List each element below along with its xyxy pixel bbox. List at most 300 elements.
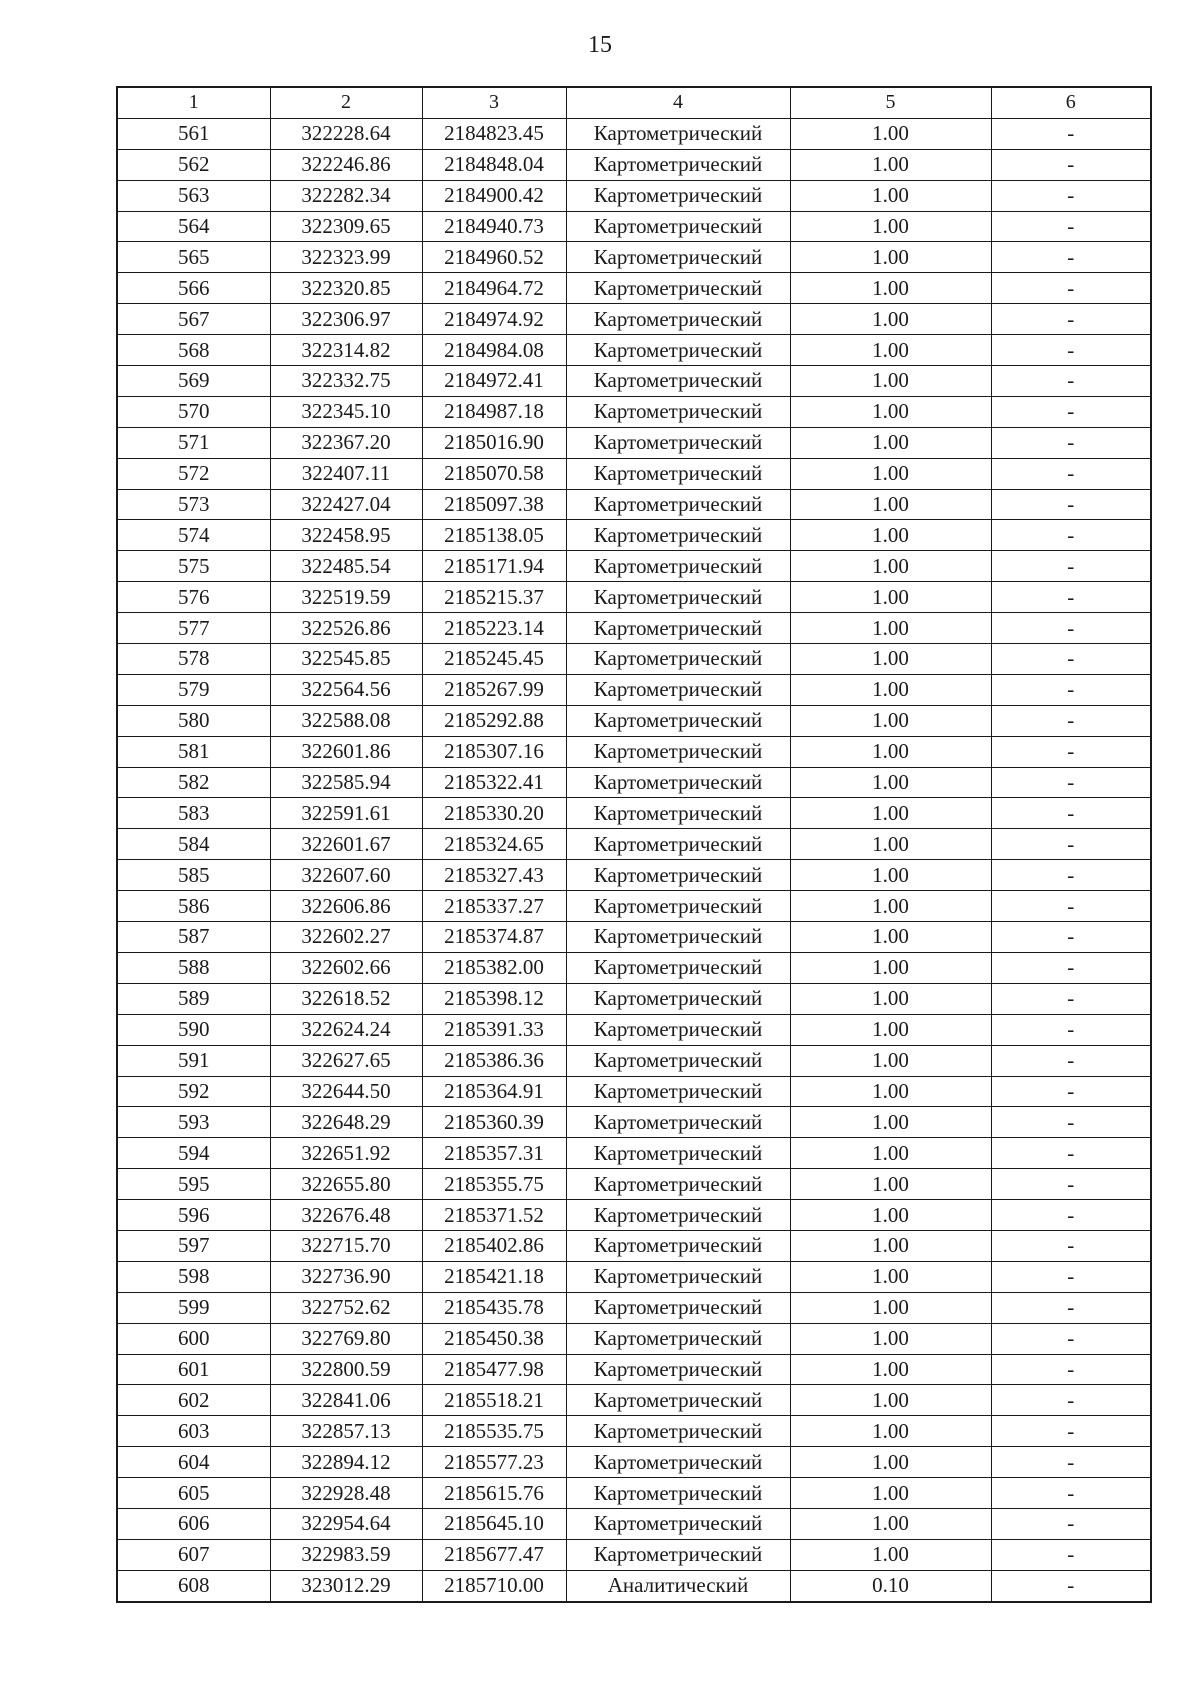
cell-accuracy: 1.00 [790, 1014, 991, 1045]
cell-method: Картометрический [566, 1261, 790, 1292]
cell-x-coordinate: 322894.12 [270, 1447, 422, 1478]
cell-accuracy: 1.00 [790, 644, 991, 675]
cell-y-coordinate: 2185374.87 [422, 922, 566, 953]
cell-method: Картометрический [566, 674, 790, 705]
cell-point-number: 608 [117, 1570, 270, 1601]
cell-x-coordinate: 322601.67 [270, 829, 422, 860]
cell-note: - [991, 1169, 1151, 1200]
cell-method: Картометрический [566, 211, 790, 242]
cell-y-coordinate: 2185577.23 [422, 1447, 566, 1478]
cell-accuracy: 1.00 [790, 1076, 991, 1107]
cell-x-coordinate: 322526.86 [270, 613, 422, 644]
cell-y-coordinate: 2185391.33 [422, 1014, 566, 1045]
table-row [117, 1138, 1151, 1169]
cell-x-coordinate: 322320.85 [270, 273, 422, 304]
cell-x-coordinate: 322644.50 [270, 1076, 422, 1107]
column-header-point-number: 1 [117, 87, 270, 118]
cell-accuracy: 0.10 [790, 1570, 991, 1601]
cell-point-number: 573 [117, 489, 270, 520]
cell-point-number: 604 [117, 1447, 270, 1478]
cell-note: - [991, 1261, 1151, 1292]
cell-accuracy: 1.00 [790, 335, 991, 366]
cell-note: - [991, 767, 1151, 798]
cell-point-number: 578 [117, 644, 270, 675]
cell-note: - [991, 304, 1151, 335]
cell-x-coordinate: 322928.48 [270, 1478, 422, 1509]
cell-x-coordinate: 322606.86 [270, 891, 422, 922]
cell-x-coordinate: 322857.13 [270, 1416, 422, 1447]
cell-y-coordinate: 2185223.14 [422, 613, 566, 644]
cell-accuracy: 1.00 [790, 922, 991, 953]
cell-method: Картометрический [566, 891, 790, 922]
cell-method: Картометрический [566, 1138, 790, 1169]
cell-accuracy: 1.00 [790, 1508, 991, 1539]
cell-note: - [991, 211, 1151, 242]
cell-point-number: 605 [117, 1478, 270, 1509]
cell-x-coordinate: 322736.90 [270, 1261, 422, 1292]
cell-y-coordinate: 2184848.04 [422, 149, 566, 180]
table-row [117, 767, 1151, 798]
table-row [117, 149, 1151, 180]
cell-point-number: 588 [117, 952, 270, 983]
cell-point-number: 581 [117, 736, 270, 767]
cell-accuracy: 1.00 [790, 1200, 991, 1231]
cell-method: Картометрический [566, 860, 790, 891]
table-row [117, 458, 1151, 489]
cell-point-number: 599 [117, 1292, 270, 1323]
cell-point-number: 571 [117, 427, 270, 458]
cell-point-number: 570 [117, 396, 270, 427]
cell-note: - [991, 1416, 1151, 1447]
cell-y-coordinate: 2185364.91 [422, 1076, 566, 1107]
cell-note: - [991, 922, 1151, 953]
cell-x-coordinate: 322314.82 [270, 335, 422, 366]
cell-note: - [991, 1447, 1151, 1478]
cell-x-coordinate: 322282.34 [270, 180, 422, 211]
cell-y-coordinate: 2184823.45 [422, 118, 566, 149]
cell-y-coordinate: 2185327.43 [422, 860, 566, 891]
cell-y-coordinate: 2185518.21 [422, 1385, 566, 1416]
cell-accuracy: 1.00 [790, 798, 991, 829]
cell-y-coordinate: 2184972.41 [422, 366, 566, 397]
cell-note: - [991, 1014, 1151, 1045]
cell-note: - [991, 1045, 1151, 1076]
cell-y-coordinate: 2185710.00 [422, 1570, 566, 1601]
cell-note: - [991, 1354, 1151, 1385]
cell-method: Картометрический [566, 242, 790, 273]
cell-note: - [991, 1292, 1151, 1323]
table-row [117, 1200, 1151, 1231]
cell-note: - [991, 736, 1151, 767]
cell-point-number: 574 [117, 520, 270, 551]
cell-accuracy: 1.00 [790, 1292, 991, 1323]
table-row [117, 829, 1151, 860]
cell-method: Картометрический [566, 1447, 790, 1478]
cell-note: - [991, 1385, 1151, 1416]
cell-note: - [991, 674, 1151, 705]
cell-note: - [991, 520, 1151, 551]
cell-point-number: 582 [117, 767, 270, 798]
table-row [117, 582, 1151, 613]
cell-y-coordinate: 2185371.52 [422, 1200, 566, 1231]
cell-method: Картометрический [566, 613, 790, 644]
table-row [117, 1416, 1151, 1447]
table-row [117, 335, 1151, 366]
cell-note: - [991, 860, 1151, 891]
cell-accuracy: 1.00 [790, 551, 991, 582]
cell-accuracy: 1.00 [790, 427, 991, 458]
table-row [117, 396, 1151, 427]
cell-accuracy: 1.00 [790, 1169, 991, 1200]
table-row [117, 118, 1151, 149]
cell-x-coordinate: 322246.86 [270, 149, 422, 180]
cell-point-number: 580 [117, 705, 270, 736]
table-row [117, 674, 1151, 705]
cell-y-coordinate: 2185215.37 [422, 582, 566, 613]
cell-y-coordinate: 2185245.45 [422, 644, 566, 675]
cell-y-coordinate: 2185382.00 [422, 952, 566, 983]
cell-x-coordinate: 322954.64 [270, 1508, 422, 1539]
table-row [117, 891, 1151, 922]
cell-y-coordinate: 2185450.38 [422, 1323, 566, 1354]
cell-y-coordinate: 2185171.94 [422, 551, 566, 582]
cell-method: Картометрический [566, 427, 790, 458]
table-row [117, 705, 1151, 736]
table-row [117, 1478, 1151, 1509]
cell-method: Картометрический [566, 767, 790, 798]
cell-y-coordinate: 2185337.27 [422, 891, 566, 922]
cell-x-coordinate: 323012.29 [270, 1570, 422, 1601]
cell-y-coordinate: 2184940.73 [422, 211, 566, 242]
cell-x-coordinate: 322332.75 [270, 366, 422, 397]
cell-accuracy: 1.00 [790, 705, 991, 736]
cell-method: Картометрический [566, 952, 790, 983]
cell-point-number: 563 [117, 180, 270, 211]
cell-x-coordinate: 322585.94 [270, 767, 422, 798]
cell-note: - [991, 705, 1151, 736]
cell-note: - [991, 551, 1151, 582]
cell-point-number: 602 [117, 1385, 270, 1416]
table-row [117, 366, 1151, 397]
table-row [117, 922, 1151, 953]
cell-note: - [991, 1478, 1151, 1509]
cell-method: Картометрический [566, 396, 790, 427]
cell-y-coordinate: 2185435.78 [422, 1292, 566, 1323]
cell-x-coordinate: 322715.70 [270, 1230, 422, 1261]
table-row [117, 736, 1151, 767]
table-row [117, 1045, 1151, 1076]
table-row [117, 427, 1151, 458]
cell-note: - [991, 1076, 1151, 1107]
cell-y-coordinate: 2185138.05 [422, 520, 566, 551]
table-row [117, 1014, 1151, 1045]
cell-accuracy: 1.00 [790, 149, 991, 180]
cell-x-coordinate: 322624.24 [270, 1014, 422, 1045]
cell-method: Картометрический [566, 1200, 790, 1231]
cell-point-number: 585 [117, 860, 270, 891]
cell-method: Картометрический [566, 1508, 790, 1539]
cell-method: Картометрический [566, 1014, 790, 1045]
table-row [117, 273, 1151, 304]
cell-point-number: 603 [117, 1416, 270, 1447]
table-row [117, 304, 1151, 335]
cell-method: Картометрический [566, 983, 790, 1014]
cell-accuracy: 1.00 [790, 1138, 991, 1169]
cell-method: Картометрический [566, 798, 790, 829]
cell-point-number: 567 [117, 304, 270, 335]
cell-method: Картометрический [566, 489, 790, 520]
cell-y-coordinate: 2185070.58 [422, 458, 566, 489]
cell-accuracy: 1.00 [790, 767, 991, 798]
cell-x-coordinate: 322519.59 [270, 582, 422, 613]
cell-method: Картометрический [566, 149, 790, 180]
table-row [117, 1508, 1151, 1539]
column-header-x-coordinate: 2 [270, 87, 422, 118]
cell-accuracy: 1.00 [790, 1230, 991, 1261]
cell-accuracy: 1.00 [790, 396, 991, 427]
cell-method: Картометрический [566, 335, 790, 366]
cell-method: Картометрический [566, 736, 790, 767]
cell-accuracy: 1.00 [790, 520, 991, 551]
cell-point-number: 576 [117, 582, 270, 613]
cell-method: Картометрический [566, 1539, 790, 1570]
cell-x-coordinate: 322607.60 [270, 860, 422, 891]
table-header-row [117, 87, 1151, 118]
cell-note: - [991, 366, 1151, 397]
cell-accuracy: 1.00 [790, 273, 991, 304]
cell-note: - [991, 1323, 1151, 1354]
cell-accuracy: 1.00 [790, 242, 991, 273]
cell-method: Картометрический [566, 1323, 790, 1354]
cell-accuracy: 1.00 [790, 1478, 991, 1509]
cell-method: Картометрический [566, 582, 790, 613]
cell-point-number: 584 [117, 829, 270, 860]
table-row [117, 1570, 1151, 1601]
cell-method: Картометрический [566, 520, 790, 551]
cell-method: Картометрический [566, 705, 790, 736]
cell-note: - [991, 1230, 1151, 1261]
cell-note: - [991, 952, 1151, 983]
cell-x-coordinate: 322800.59 [270, 1354, 422, 1385]
cell-note: - [991, 983, 1151, 1014]
column-header-method: 4 [566, 87, 790, 118]
table-row [117, 1385, 1151, 1416]
cell-point-number: 577 [117, 613, 270, 644]
table-row [117, 1107, 1151, 1138]
cell-point-number: 589 [117, 983, 270, 1014]
cell-point-number: 586 [117, 891, 270, 922]
cell-method: Картометрический [566, 1076, 790, 1107]
cell-y-coordinate: 2185535.75 [422, 1416, 566, 1447]
cell-y-coordinate: 2185398.12 [422, 983, 566, 1014]
cell-point-number: 600 [117, 1323, 270, 1354]
cell-y-coordinate: 2184900.42 [422, 180, 566, 211]
cell-y-coordinate: 2184987.18 [422, 396, 566, 427]
cell-point-number: 561 [117, 118, 270, 149]
cell-method: Картометрический [566, 829, 790, 860]
cell-note: - [991, 1138, 1151, 1169]
table-row [117, 1354, 1151, 1385]
coordinates-table [116, 86, 1152, 1603]
cell-point-number: 607 [117, 1539, 270, 1570]
cell-y-coordinate: 2185307.16 [422, 736, 566, 767]
cell-y-coordinate: 2185677.47 [422, 1539, 566, 1570]
cell-accuracy: 1.00 [790, 180, 991, 211]
cell-accuracy: 1.00 [790, 736, 991, 767]
table-row [117, 551, 1151, 582]
cell-accuracy: 1.00 [790, 211, 991, 242]
cell-note: - [991, 644, 1151, 675]
cell-y-coordinate: 2184964.72 [422, 273, 566, 304]
cell-y-coordinate: 2184974.92 [422, 304, 566, 335]
cell-method: Картометрический [566, 180, 790, 211]
cell-method: Картометрический [566, 118, 790, 149]
cell-x-coordinate: 322602.66 [270, 952, 422, 983]
cell-accuracy: 1.00 [790, 1107, 991, 1138]
cell-accuracy: 1.00 [790, 952, 991, 983]
table-row [117, 1261, 1151, 1292]
cell-method: Картометрический [566, 1107, 790, 1138]
cell-accuracy: 1.00 [790, 1323, 991, 1354]
cell-x-coordinate: 322345.10 [270, 396, 422, 427]
cell-accuracy: 1.00 [790, 613, 991, 644]
cell-x-coordinate: 322306.97 [270, 304, 422, 335]
cell-point-number: 579 [117, 674, 270, 705]
cell-y-coordinate: 2184984.08 [422, 335, 566, 366]
cell-point-number: 596 [117, 1200, 270, 1231]
cell-accuracy: 1.00 [790, 1539, 991, 1570]
cell-point-number: 598 [117, 1261, 270, 1292]
cell-method: Картометрический [566, 1385, 790, 1416]
cell-method: Картометрический [566, 551, 790, 582]
cell-y-coordinate: 2185097.38 [422, 489, 566, 520]
table-body [117, 87, 1151, 1602]
cell-note: - [991, 458, 1151, 489]
cell-accuracy: 1.00 [790, 1354, 991, 1385]
cell-y-coordinate: 2185421.18 [422, 1261, 566, 1292]
table-row [117, 242, 1151, 273]
table-row [117, 1076, 1151, 1107]
table-row [117, 1323, 1151, 1354]
cell-y-coordinate: 2185357.31 [422, 1138, 566, 1169]
cell-y-coordinate: 2185477.98 [422, 1354, 566, 1385]
table-row [117, 1447, 1151, 1478]
table-row [117, 952, 1151, 983]
cell-note: - [991, 1200, 1151, 1231]
cell-x-coordinate: 322591.61 [270, 798, 422, 829]
cell-method: Аналитический [566, 1570, 790, 1601]
cell-note: - [991, 427, 1151, 458]
cell-accuracy: 1.00 [790, 118, 991, 149]
cell-x-coordinate: 322676.48 [270, 1200, 422, 1231]
cell-y-coordinate: 2185322.41 [422, 767, 566, 798]
cell-accuracy: 1.00 [790, 304, 991, 335]
cell-method: Картометрический [566, 1354, 790, 1385]
cell-accuracy: 1.00 [790, 489, 991, 520]
cell-accuracy: 1.00 [790, 1261, 991, 1292]
cell-accuracy: 1.00 [790, 1416, 991, 1447]
cell-x-coordinate: 322309.65 [270, 211, 422, 242]
cell-point-number: 568 [117, 335, 270, 366]
cell-note: - [991, 1508, 1151, 1539]
cell-x-coordinate: 322545.85 [270, 644, 422, 675]
cell-accuracy: 1.00 [790, 860, 991, 891]
cell-accuracy: 1.00 [790, 674, 991, 705]
cell-x-coordinate: 322602.27 [270, 922, 422, 953]
cell-point-number: 606 [117, 1508, 270, 1539]
cell-y-coordinate: 2185330.20 [422, 798, 566, 829]
cell-point-number: 593 [117, 1107, 270, 1138]
cell-point-number: 590 [117, 1014, 270, 1045]
cell-method: Картометрический [566, 1416, 790, 1447]
cell-method: Картометрический [566, 1292, 790, 1323]
cell-point-number: 591 [117, 1045, 270, 1076]
cell-x-coordinate: 322618.52 [270, 983, 422, 1014]
cell-point-number: 575 [117, 551, 270, 582]
cell-x-coordinate: 322458.95 [270, 520, 422, 551]
table-row [117, 860, 1151, 891]
cell-point-number: 566 [117, 273, 270, 304]
cell-method: Картометрический [566, 304, 790, 335]
cell-accuracy: 1.00 [790, 829, 991, 860]
table-row [117, 211, 1151, 242]
table-row [117, 1539, 1151, 1570]
cell-method: Картометрический [566, 458, 790, 489]
cell-y-coordinate: 2185016.90 [422, 427, 566, 458]
cell-point-number: 594 [117, 1138, 270, 1169]
cell-note: - [991, 1539, 1151, 1570]
cell-note: - [991, 335, 1151, 366]
cell-x-coordinate: 322588.08 [270, 705, 422, 736]
table-row [117, 180, 1151, 211]
cell-accuracy: 1.00 [790, 983, 991, 1014]
table-row [117, 983, 1151, 1014]
cell-y-coordinate: 2185267.99 [422, 674, 566, 705]
cell-x-coordinate: 322651.92 [270, 1138, 422, 1169]
cell-y-coordinate: 2185324.65 [422, 829, 566, 860]
cell-note: - [991, 273, 1151, 304]
cell-x-coordinate: 322485.54 [270, 551, 422, 582]
cell-note: - [991, 613, 1151, 644]
cell-method: Картометрический [566, 922, 790, 953]
cell-point-number: 562 [117, 149, 270, 180]
cell-x-coordinate: 322655.80 [270, 1169, 422, 1200]
cell-accuracy: 1.00 [790, 582, 991, 613]
cell-note: - [991, 396, 1151, 427]
cell-method: Картометрический [566, 644, 790, 675]
cell-y-coordinate: 2185355.75 [422, 1169, 566, 1200]
column-header-note: 6 [991, 87, 1151, 118]
cell-y-coordinate: 2185645.10 [422, 1508, 566, 1539]
cell-accuracy: 1.00 [790, 1447, 991, 1478]
cell-note: - [991, 829, 1151, 860]
table-row [117, 1169, 1151, 1200]
cell-y-coordinate: 2185615.76 [422, 1478, 566, 1509]
cell-x-coordinate: 322323.99 [270, 242, 422, 273]
cell-note: - [991, 1570, 1151, 1601]
cell-note: - [991, 242, 1151, 273]
cell-y-coordinate: 2185386.36 [422, 1045, 566, 1076]
cell-method: Картометрический [566, 273, 790, 304]
cell-point-number: 597 [117, 1230, 270, 1261]
table-row [117, 520, 1151, 551]
table-row [117, 1230, 1151, 1261]
cell-note: - [991, 1107, 1151, 1138]
cell-point-number: 601 [117, 1354, 270, 1385]
cell-x-coordinate: 322367.20 [270, 427, 422, 458]
cell-note: - [991, 118, 1151, 149]
cell-x-coordinate: 322752.62 [270, 1292, 422, 1323]
